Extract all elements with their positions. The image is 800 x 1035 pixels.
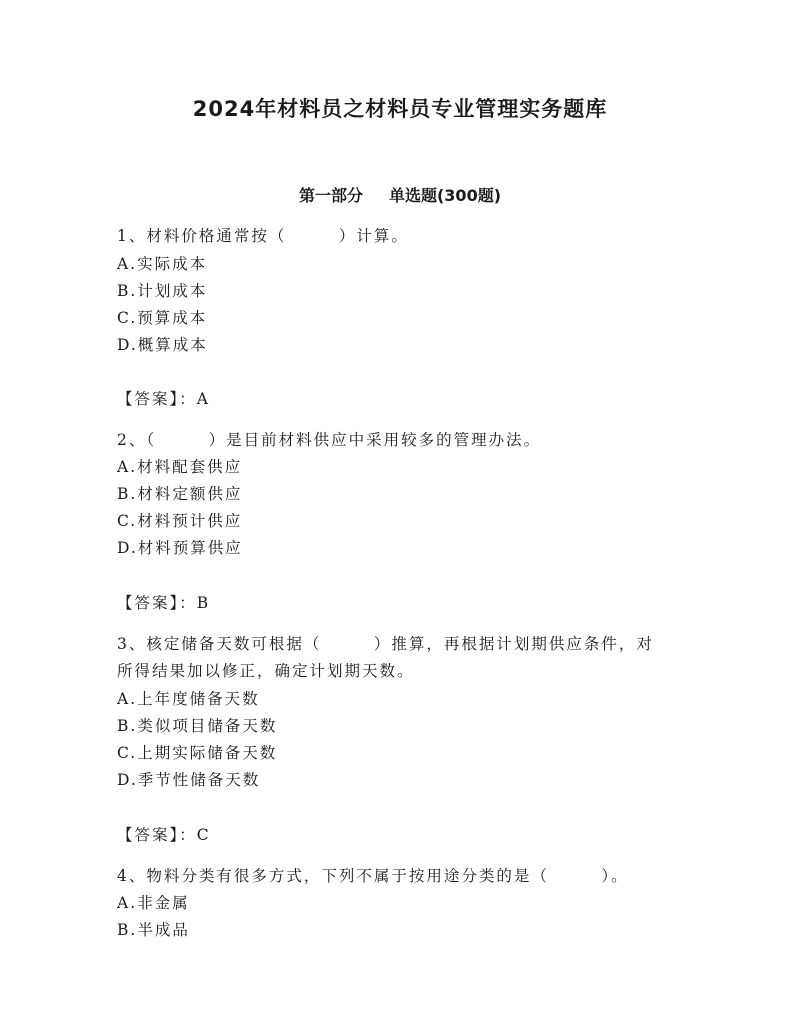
question-1-answer: 【答案】：A — [117, 390, 210, 408]
question-2-answer: 【答案】：B — [117, 594, 211, 612]
question-3-option-c: C.上期实际储备天数 — [117, 744, 278, 762]
question-1-option-d: D.概算成本 — [117, 336, 208, 354]
question-1-option-b: B.计划成本 — [117, 282, 208, 300]
question-3-option-b: B.类似项目储备天数 — [117, 717, 278, 735]
question-2-option-a: A.材料配套供应 — [117, 458, 243, 476]
question-4-option-b: B.半成品 — [117, 921, 190, 939]
question-1-stem: 1、材料价格通常按（ ）计算。 — [117, 227, 409, 245]
question-2-option-c: C.材料预计供应 — [117, 512, 243, 530]
document-title: 2024年材料员之材料员专业管理实务题库 — [192, 97, 608, 121]
question-4-option-a: A.非金属 — [117, 894, 190, 912]
section-heading — [0, 183, 800, 206]
question-3-option-d: D.季节性储备天数 — [117, 771, 261, 789]
question-4-stem: 4、物料分类有很多方式，下列不属于按用途分类的是（ ）。 — [117, 867, 629, 885]
section-part: 第一部分 — [298, 186, 363, 205]
question-1-option-c: C.预算成本 — [117, 309, 208, 327]
question-3-stem-line-1: 3、核定储备天数可根据（ ）推算，再根据计划期供应条件，对 — [117, 635, 654, 653]
question-2-stem: 2、（ ）是目前材料供应中采用较多的管理办法。 — [117, 431, 542, 449]
question-3-option-a: A.上年度储备天数 — [117, 690, 260, 708]
question-2-option-d: D.材料预算供应 — [117, 539, 243, 557]
section-name: 单选题(300题) — [388, 186, 502, 205]
question-2-option-b: B.材料定额供应 — [117, 485, 243, 503]
question-3-answer: 【答案】：C — [117, 826, 211, 844]
question-3-stem-line-2: 所得结果加以修正，确定计划期天数。 — [117, 662, 415, 680]
question-1-option-a: A.实际成本 — [117, 255, 208, 273]
